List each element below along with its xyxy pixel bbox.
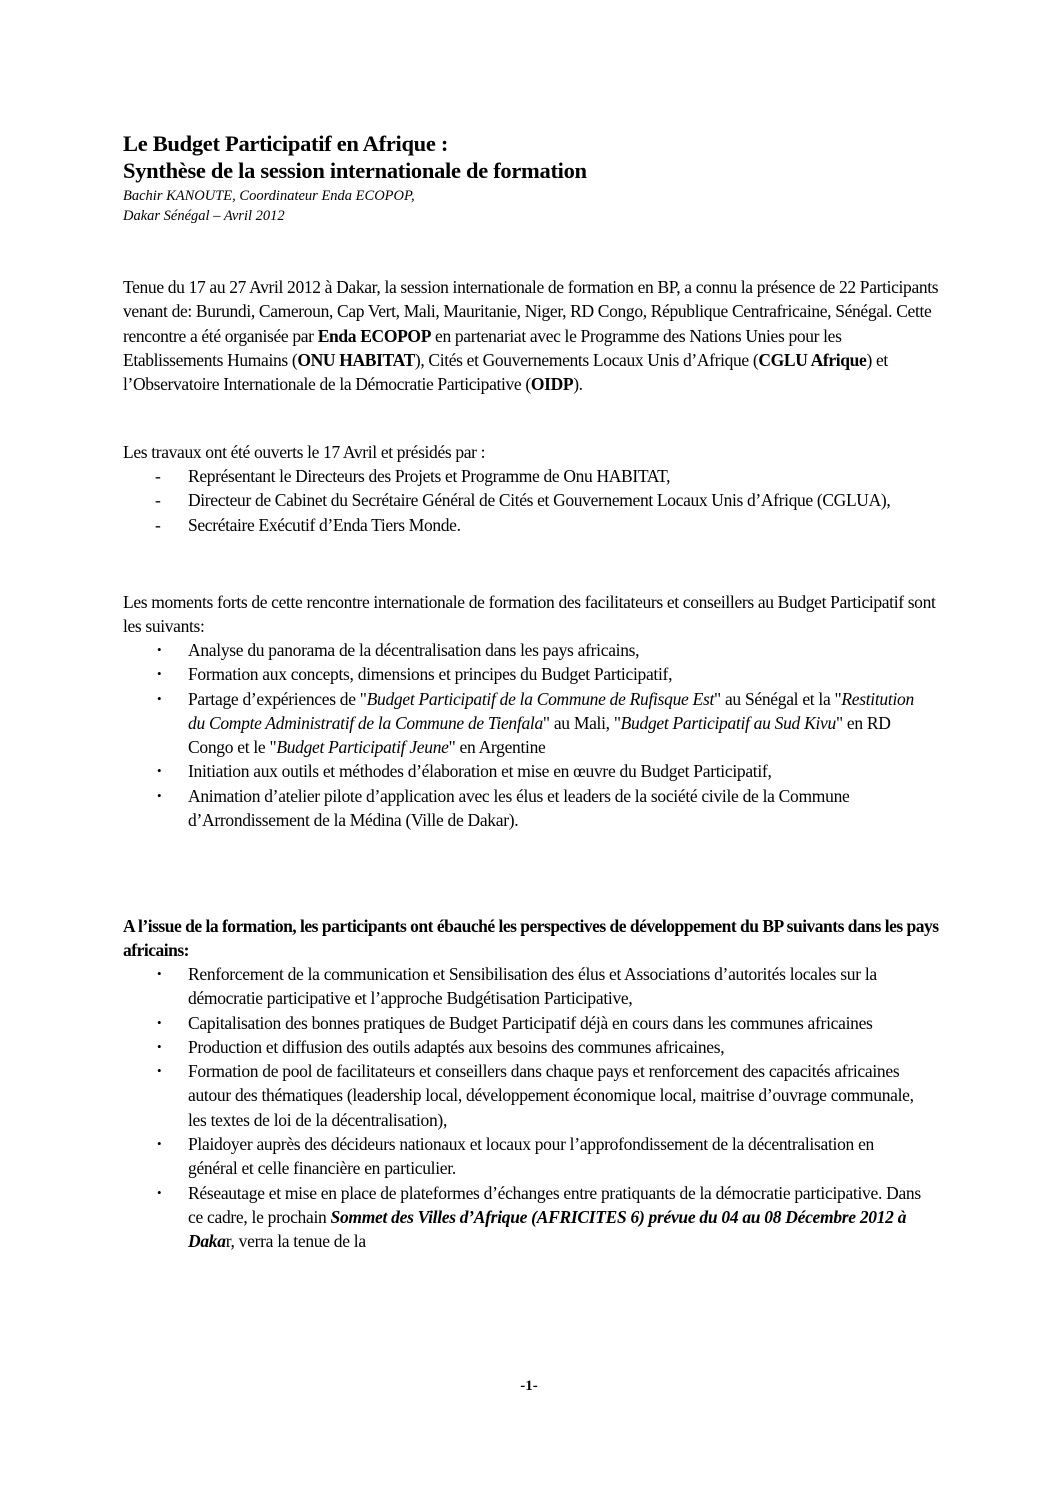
list-item-text: Directeur de Cabinet du Secrétaire Général de Cités et Gouvernement Locaux Unis d’Afrique (CGLUA),: [188, 490, 891, 511]
list-item-text: Renforcement de la communication et Sensibilisation des élus et Associations d’autorités locales sur la démocratie participative et l’approche Budgétisation Participative,: [188, 964, 877, 1009]
italic-title: Restitution du Compte Administratif de la Commune de Tienfala: [188, 688, 914, 733]
list-item: [123, 464, 943, 488]
list-item-text: Partage d’expériences de ": [188, 688, 367, 709]
intro-text: ).: [573, 374, 583, 395]
list-item: [123, 1035, 923, 1059]
bullet-marker: •: [157, 666, 162, 682]
opening-list: [123, 464, 943, 537]
list-item-text: Représentant le Directeurs des Projets et Programme de Onu HABITAT,: [188, 466, 671, 486]
intro-text: ), Cités et Gouvernements Locaux Unis d’Afrique (: [414, 349, 759, 370]
list-item: [123, 962, 923, 1011]
list-item: [123, 1059, 923, 1132]
list-item-text: Initiation aux outils et méthodes d’élaboration et mise en œuvre du Budget Participatif,: [188, 761, 772, 782]
bullet-marker: •: [157, 642, 162, 657]
list-item-text: Plaidoyer auprès des décideurs nationaux et locaux pour l’approfondissement de la décentralisation en général et celle financière en particulier.: [188, 1134, 874, 1179]
page-number: -1-: [520, 1378, 538, 1394]
org-cglu-afrique: CGLU Afrique: [758, 349, 867, 370]
bullet-marker: •: [157, 690, 162, 706]
list-item-text: Formation aux concepts, dimensions et principes du Budget Participatif,: [188, 664, 673, 685]
list-item: [123, 1011, 923, 1035]
place-date-line: Dakar Sénégal – Avril 2012: [123, 208, 285, 224]
highlights-paragraph: Les moments forts de cette rencontre internationale de formation des facilitateurs et conseillers au Budget Participatif sont les suivants:: [123, 592, 936, 637]
italic-title: Budget Participatif au Sud Kivu: [620, 712, 836, 733]
list-item-text: Animation d’atelier pilote d’application avec les élus et leaders de la société civile de la Commune d’Arrondissement de la Médina (Ville de Dakar).: [188, 785, 850, 831]
list-item-text: r, verra la tenue de la: [225, 1231, 366, 1252]
italic-title: Budget Participatif de la Commune de Rufisque Est: [366, 688, 715, 709]
list-item: [123, 759, 923, 783]
list-item-text: " au Mali, ": [542, 712, 621, 733]
intro-text: ) et l’Observatoire Internationale de la Démocratie Participative (: [123, 349, 888, 395]
list-item: [123, 1132, 923, 1181]
org-oidp: OIDP: [530, 374, 574, 395]
italic-title: Budget Participatif Jeune: [276, 737, 449, 758]
dash-marker: -: [155, 490, 161, 511]
list-item-text: Secrétaire Exécutif d’Enda Tiers Monde.: [188, 514, 461, 535]
opening-paragraph: Les travaux ont été ouverts le 17 Avril et présidés par :: [123, 442, 486, 462]
bullet-marker: •: [157, 1063, 162, 1079]
author-line: Bachir KANOUTE, Coordinateur Enda ECOPOP,: [123, 188, 415, 204]
document-subtitle: Synthèse de la session internationale de formation: [123, 158, 587, 183]
list-item: [123, 662, 923, 686]
list-item: [123, 1181, 923, 1254]
list-item-text: " en Argentine: [448, 737, 546, 758]
bullet-marker: •: [157, 763, 162, 779]
list-item-text: Réseautage et mise en place de plateformes d’échanges entre pratiquants de la démocratie participative. Dans ce cadre, le prochain: [188, 1182, 921, 1227]
bullet-marker: •: [157, 966, 162, 981]
perspectives-list: [123, 962, 923, 1254]
highlights-list: [123, 638, 923, 832]
list-item-text: Capitalisation des bonnes pratiques de Budget Participatif déjà en cours dans les communes africaines: [188, 1012, 873, 1033]
list-item: [123, 488, 943, 512]
perspectives-heading: A l’issue de la formation, les participants ont ébauché les perspectives de développement du BP suivants dans les pays africains:: [123, 916, 939, 961]
dash-marker: -: [155, 514, 161, 535]
org-enda-ecopop: Enda ECOPOP: [317, 325, 432, 346]
list-item: [123, 687, 923, 760]
bullet-marker: •: [157, 1136, 162, 1152]
list-item-text: Formation de pool de facilitateurs et conseillers dans chaque pays et renforcement des capacités africaines autour des thématiques (leadership local, développement économique local, maitrise d’ouvrage communale, les textes de loi de la décentralisation),: [188, 1061, 914, 1130]
list-item-text: Production et diffusion des outils adaptés aux besoins des communes africaines,: [188, 1036, 725, 1057]
bullet-marker: •: [157, 1184, 162, 1200]
list-item: [123, 513, 943, 537]
list-item: [123, 784, 923, 833]
list-item-text: Analyse du panorama de la décentralisation dans les pays africains,: [188, 640, 640, 660]
org-onu-habitat: ONU HABITAT: [297, 349, 415, 370]
intro-text: Tenue du 17 au 27 Avril 2012 à Dakar, la session internationale de formation en BP, a connu la présence de 22 Participants venant de: Burundi, Cameroun, Cap Vert, Mali, Mauritanie, Niger, RD Congo, République Centrafricaine, Sénégal. Cette rencontre a été organisée par: [123, 277, 939, 346]
list-item-text: " au Sénégal et la ": [714, 688, 842, 709]
list-item: [123, 638, 923, 662]
intro-paragraph: [123, 275, 943, 396]
list-item-text: " en RD Congo et le ": [188, 712, 891, 758]
bullet-marker: •: [157, 1014, 162, 1030]
document-title: Le Budget Participatif en Afrique :: [123, 131, 449, 156]
africites-event: Sommet des Villes d’Afrique (AFRICITES 6) prévue du 04 au 08 Décembre 2012 à Daka: [188, 1206, 907, 1252]
bullet-marker: •: [157, 787, 162, 803]
bullet-marker: •: [157, 1038, 162, 1054]
dash-marker: -: [155, 466, 161, 486]
intro-text: en partenariat avec le Programme des Nations Unies pour les Etablissements Humains (: [123, 325, 842, 370]
